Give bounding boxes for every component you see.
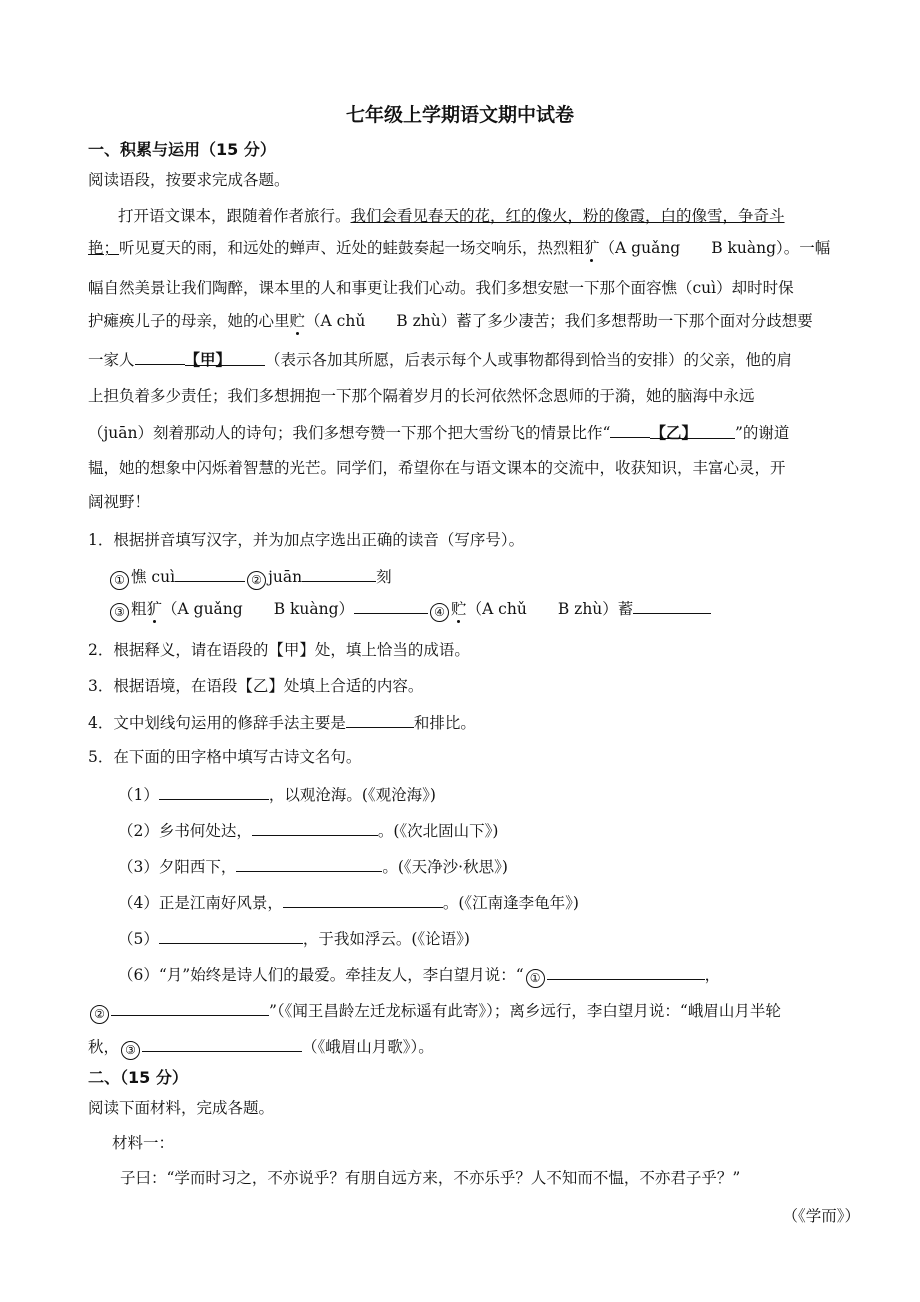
- passage-line-2: [88, 238, 830, 258]
- q1-item-2-suffix: 刻: [376, 568, 392, 586]
- answer-blank[interactable]: [111, 1000, 269, 1016]
- passage-line-8: 韫，她的想象中闪烁着智慧的光芒。同学们，希望你在与语文课本的交流中，收获知识，丰富心灵，开: [88, 459, 786, 477]
- q1-item-3: 粗: [131, 600, 147, 618]
- passage-text: （表示各加其所愿，后表示每个人或事物都得到恰当的安排）的父亲，他的肩: [265, 351, 793, 369]
- passage-text: ”的谢道: [734, 424, 790, 442]
- answer-blank[interactable]: [236, 856, 382, 872]
- passage-text: 一家人: [88, 351, 135, 369]
- item-text: ，于我如浮云。(《论语》): [302, 930, 470, 948]
- answer-blank[interactable]: [547, 964, 705, 980]
- q5-item-1: [118, 784, 436, 805]
- circle-number: ②: [90, 1005, 109, 1024]
- dotted-char-zhu: 贮: [289, 312, 306, 330]
- answer-blank[interactable]: [252, 820, 378, 836]
- circle-number: ①: [526, 969, 545, 988]
- item-text: 。(《江南逢李龟年》): [442, 894, 579, 912]
- circle-number: ③: [110, 603, 129, 622]
- item-text: ”（《闻王昌龄左迁龙标遥有此寄》）；离乡远行，李白望月说：“峨眉山月半轮: [269, 1002, 781, 1020]
- passage-text: （A chǔ B zhù）蓄了多少凄苦；我们多想帮助一下那个面对分歧想要: [305, 312, 813, 330]
- answer-blank[interactable]: [159, 928, 303, 944]
- q1-item-3-options: （A guǎng B kuàng）: [162, 600, 355, 618]
- item-number: （5）: [118, 930, 159, 948]
- q5-item-2: [118, 820, 498, 841]
- passage-text: （A guǎng B kuàng）。一幅: [599, 239, 831, 257]
- underlined-sentence-end: 艳；: [88, 239, 120, 257]
- item-text: 秋，: [88, 1038, 120, 1056]
- circle-number: ②: [247, 571, 266, 590]
- section2-heading: 二、（15 分）: [88, 1068, 188, 1087]
- circle-number: ①: [110, 571, 129, 590]
- material-quote: 子曰：“学而时习之，不亦说乎？有朋自远方来，不亦乐乎？人不知而不愠，不亦君子乎？”: [120, 1169, 741, 1187]
- q5-item-6: [118, 964, 720, 988]
- item-text: 。(《天净沙·秋思》): [382, 858, 508, 876]
- q1-item-1: 憔 cuì: [131, 568, 176, 586]
- dotted-char-kuang: 犷: [146, 600, 163, 618]
- passage-text: 听见夏天的雨，和远处的蝉声、近处的蛙鼓奏起一场交响乐，热烈粗: [119, 239, 585, 257]
- question-4-text-end: 和排比。: [413, 714, 476, 732]
- q5-item-4: [118, 892, 579, 913]
- item-text: （2）乡书何处达，: [118, 822, 252, 840]
- q1-row-1: [108, 566, 392, 590]
- item-text: （4）正是江南好风景，: [118, 894, 283, 912]
- question-2: 2．根据释义，请在语段的【甲】处，填上恰当的成语。: [88, 641, 470, 659]
- answer-blank-4[interactable]: [633, 598, 711, 614]
- question-4-text: 4．文中划线句运用的修辞手法主要是: [88, 714, 346, 732]
- blank-line: [610, 422, 650, 438]
- passage-text: （juān）刻着那动人的诗句；我们多想夸赞一下那个把大雪纷飞的情景比作“: [88, 424, 611, 442]
- blank-line: [135, 349, 185, 365]
- dotted-char-kuang: 犷: [584, 239, 600, 257]
- question-5: 5．在下面的田字格中填写古诗文名句。: [88, 748, 362, 766]
- material-label: 材料一：: [112, 1134, 175, 1152]
- answer-blank[interactable]: [159, 784, 269, 800]
- item-text: （6）“月”始终是诗人们的最爱。牵挂友人，李白望月说：“: [118, 966, 524, 984]
- q1-item-2: juān: [268, 568, 303, 586]
- dotted-char-zhu: 贮: [451, 600, 467, 618]
- circle-number: ④: [430, 603, 449, 622]
- answer-blank[interactable]: [142, 1036, 302, 1052]
- passage-text: 打开语文课本，跟随着作者旅行。: [118, 207, 351, 225]
- item-text: 。(《次北固山下》): [377, 822, 499, 840]
- item-text: （《峨眉山月歌》）。: [302, 1038, 434, 1056]
- circle-number: ③: [121, 1041, 140, 1060]
- passage-line-5: [88, 349, 792, 370]
- question-4: [88, 712, 476, 733]
- passage-line-6: 上担负着多少责任；我们多想拥抱一下那个隔着岁月的长河依然怀念恩师的于漪，她的脑海中永远: [88, 387, 755, 405]
- q1-item-4-options: （A chǔ B zhù）蓄: [466, 600, 634, 618]
- q5-item-6-line-2: [88, 1000, 781, 1024]
- answer-blank-1[interactable]: [175, 566, 245, 582]
- q5-item-3: [118, 856, 508, 877]
- q1-row-2: [108, 598, 711, 622]
- answer-blank-2[interactable]: [302, 566, 376, 582]
- question-1: 1．根据拼音填写汉字，并为加点字选出正确的读音（写序号）。: [88, 531, 525, 549]
- blank-yi[interactable]: 【乙】: [650, 423, 735, 439]
- q5-item-6-line-3: [88, 1036, 434, 1060]
- passage-text: 护瘫痪儿子的母亲，她的心里: [88, 312, 290, 330]
- item-text: ，: [704, 966, 721, 984]
- blank-jia[interactable]: 【甲】: [185, 350, 266, 366]
- item-text: ，以观沧海。(《观沧海》): [268, 786, 436, 804]
- passage-line-1: [118, 206, 785, 226]
- passage-line-3: 幅自然美景让我们陶醉，课本里的人和事更让我们心动。我们多想安慰一下那个面容憔（cuì）却时时保: [88, 279, 794, 297]
- answer-blank-q4[interactable]: [346, 712, 414, 728]
- item-number: （1）: [118, 786, 159, 804]
- material-source: （《学而》）: [782, 1207, 860, 1225]
- underlined-sentence: 我们会看见春天的花，红的像火，粉的像霞，白的像雪，争奇斗: [350, 207, 785, 225]
- answer-blank-3[interactable]: [354, 598, 428, 614]
- page-title: 七年级上学期语文期中试卷: [345, 104, 574, 126]
- item-text: （3）夕阳西下，: [118, 858, 237, 876]
- answer-blank[interactable]: [283, 892, 443, 908]
- q5-item-5: [118, 928, 470, 949]
- passage-line-9: 阔视野！: [88, 493, 151, 511]
- question-3: 3．根据语境，在语段【乙】处填上合适的内容。: [88, 677, 424, 695]
- section2-instruction: 阅读下面材料，完成各题。: [88, 1099, 275, 1117]
- section1-heading: 一、积累与运用（15 分）: [88, 140, 276, 159]
- section1-instruction: 阅读语段，按要求完成各题。: [88, 171, 290, 189]
- passage-line-4: [88, 311, 813, 331]
- passage-line-7: [88, 422, 789, 443]
